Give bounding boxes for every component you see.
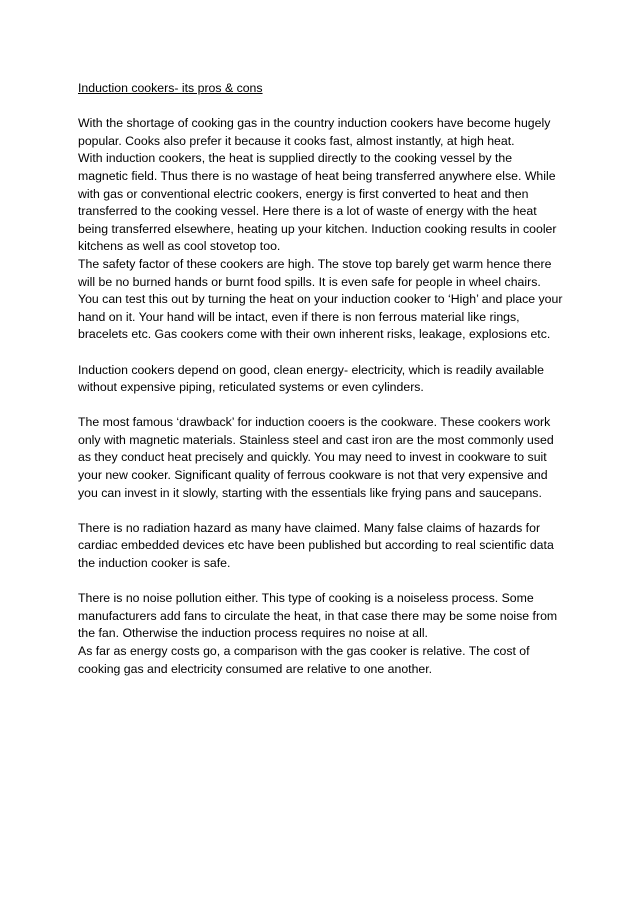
paragraph-radiation: There is no radiation hazard as many have claimed. Many false claims of hazards for cardiac embedded devices etc have been published but according to real scientific data the induction cooker is safe.	[78, 520, 554, 571]
spacer	[78, 573, 564, 591]
document-body	[78, 80, 564, 678]
spacer	[78, 397, 564, 415]
spacer	[78, 502, 564, 520]
paragraph-intro: With the shortage of cooking gas in the country induction cookers have become hugely popular. Cooks also prefer it because it cooks fast, almost instantly, at high heat.	[78, 116, 551, 148]
paragraph-cookware: The most famous ‘drawback’ for induction cooers is the cookware. These cookers work only with magnetic materials. Stainless steel and cast iron are the most commonly used as they conduct heat precisely and quickly. You may need to invest in cookware to suit your new cooker. Significant quality of ferrous cookware is not that very expensive and you can invest in it slowly, starting with the essentials like frying pans and saucepans.	[78, 415, 554, 500]
paragraph-noise: There is no noise pollution either. This type of cooking is a noiseless process. Some manufacturers add fans to circulate the heat, in that case there may be some noise from the fan. Otherwise the induction process requires no noise at all.	[78, 591, 558, 641]
paragraph-safety: The safety factor of these cookers are high. The stove top barely get warm hence there will be no burned hands or burnt food spills. It is even safe for people in wheel chairs. You can test this out by turning the heat on your induction cooker to ‘High’ and place your hand on it. Your hand will be intact, even if there is non ferrous material like rings, bracelets etc. Gas cookers come with their own inherent risks, leakage, explosions etc.	[78, 256, 563, 342]
paragraph-energy: Induction cookers depend on good, clean energy- electricity, which is readily available without expensive piping, reticulated systems or even cylinders.	[78, 362, 544, 395]
paragraph-heat-transfer: With induction cookers, the heat is supplied directly to the cooking vessel by the magnetic field. Thus there is no wastage of heat being transferred anywhere else. While with gas or conventional electric cookers, energy is first converted to heat and then transferred to the cooking vessel. Here there is a lot of waste of energy with the heat being transferred elsewhere, heating up your kitchen. Induction cooking results in cooler kitchens as well as cool stovetop too.	[78, 151, 557, 254]
spacer	[78, 98, 564, 116]
document-title: Induction cookers- its pros & cons	[78, 81, 263, 95]
paragraph-costs: As far as energy costs go, a comparison with the gas cooker is relative. The cost of cooking gas and electricity consumed are relative to one another.	[78, 644, 530, 676]
spacer	[78, 344, 564, 362]
